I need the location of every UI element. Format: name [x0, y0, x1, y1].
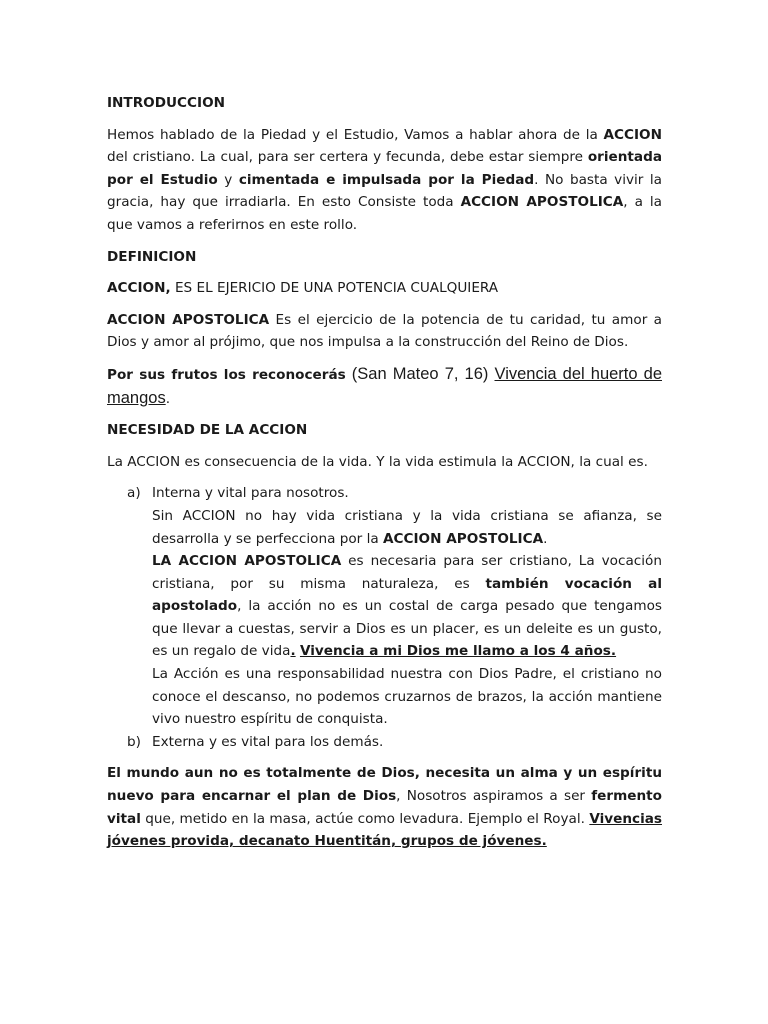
intro-bold-estudio: orientada por el Estudio — [107, 149, 662, 188]
item-a-s1-bold: ACCION APOSTOLICA — [383, 530, 544, 547]
item-a-sentence-2 — [152, 550, 662, 663]
closing-bold-fermento: fermento vital — [107, 788, 662, 827]
closing-text-1: , Nosotros aspiramos a ser — [396, 788, 592, 805]
frutos-quote: Por sus frutos los reconocerás — [107, 366, 346, 383]
intro-text-5: , a la que vamos a referirnos en este rollo. — [107, 194, 662, 233]
vivencias-jovenes: Vivencias jóvenes provida, decanato Huentitán, grupos de jóvenes. — [107, 810, 662, 850]
intro-bold-accion-apostolica: ACCION APOSTOLICA — [460, 194, 624, 211]
vivencia-huerto-link: Vivencia del huerto de mangos — [107, 364, 662, 407]
intro-paragraph — [107, 124, 662, 237]
intro-text-1: Hemos hablado de la Piedad y el Estudio, Vamos a hablar ahora de la — [107, 126, 604, 143]
item-a-sentence-1 — [152, 505, 662, 550]
intro-bold-piedad: cimentada e impulsada por la Piedad — [238, 171, 535, 188]
list-marker-a: a) — [127, 485, 141, 502]
intro-text-3: y — [217, 171, 239, 188]
intro-bold-accion: ACCION — [603, 126, 662, 143]
necesidad-list — [107, 482, 662, 753]
closing-paragraph — [107, 762, 662, 852]
intro-text-4: . No basta vivir la gracia, hay que irradiarla. En esto Consiste toda — [107, 171, 663, 211]
definicion-heading: DEFINICION — [107, 248, 197, 265]
frutos-end: . — [165, 390, 171, 407]
list-item-b — [107, 731, 662, 754]
frutos-paragraph — [107, 363, 662, 410]
item-a-s2-bold-vocacion: también vocación al apostolado — [152, 575, 662, 615]
intro-text-2: del cristiano. La cual, para ser certera y fecunda, debe estar siempre — [107, 149, 588, 166]
accion-apostolica-term: ACCION APOSTOLICA — [107, 311, 270, 328]
item-a-s2-bold: LA ACCION APOSTOLICA — [152, 553, 342, 570]
necesidad-heading: NECESIDAD DE LA ACCION — [107, 422, 308, 439]
closing-bold-mundo: El mundo aun no es totalmente de Dios, necesita un alma y un espíritu nuevo para encarnar el plan de Dios — [107, 765, 662, 805]
item-a-title: Interna y vital para nosotros. — [152, 485, 349, 502]
item-b-title: Externa y es vital para los demás. — [152, 733, 384, 750]
item-a-s1-end: . — [543, 530, 548, 547]
intro-heading: INTRODUCCION — [107, 95, 225, 111]
scripture-reference: (San Mateo 7, 16) — [345, 364, 495, 383]
necesidad-intro: La ACCION es consecuencia de la vida. Y la vida estimula la ACCION, la cual es. — [107, 453, 648, 470]
list-marker-b: b) — [127, 733, 141, 750]
vivencia-llamado: Vivencia a mi Dios me llamo a los 4 años. — [299, 643, 617, 660]
item-a-s2-text: es necesaria para ser cristiano, La vocación cristiana, por su misma naturaleza, es — [152, 553, 662, 592]
definicion-apostolica — [107, 309, 662, 354]
accion-definition: ES EL EJERICIO DE UNA POTENCIA CUALQUIERA — [170, 280, 499, 297]
list-item-a — [107, 482, 662, 731]
accion-term: ACCION, — [107, 280, 171, 297]
item-a-s1-text: Sin ACCION no hay vida cristiana y la vida cristiana se afianza, se desarrolla y se perfecciona por la — [152, 507, 662, 547]
item-a-s2-end: , la acción no es un costal de carga pesado que tengamos que llevar a cuestas, servir a Dios es un placer, es un deleite es un gusto, es un regalo de vida — [152, 598, 662, 660]
item-a-s2-dot: . — [290, 643, 296, 660]
closing-text-2: que, metido en la masa, actúe como levadura. Ejemplo el Royal. — [140, 810, 590, 827]
item-a-sentence-3: La Acción es una responsabilidad nuestra con Dios Padre, el cristiano no conoce el descanso, no podemos cruzarnos de brazos, la acción mantiene vivo nuestro espíritu de conquista. — [152, 666, 662, 728]
accion-apostolica-definition: Es el ejercicio de la potencia de tu caridad, tu amor a Dios y amor al prójimo, que nos impulsa a la construcción del Reino de Dios. — [107, 311, 663, 351]
definicion-accion — [107, 277, 662, 300]
